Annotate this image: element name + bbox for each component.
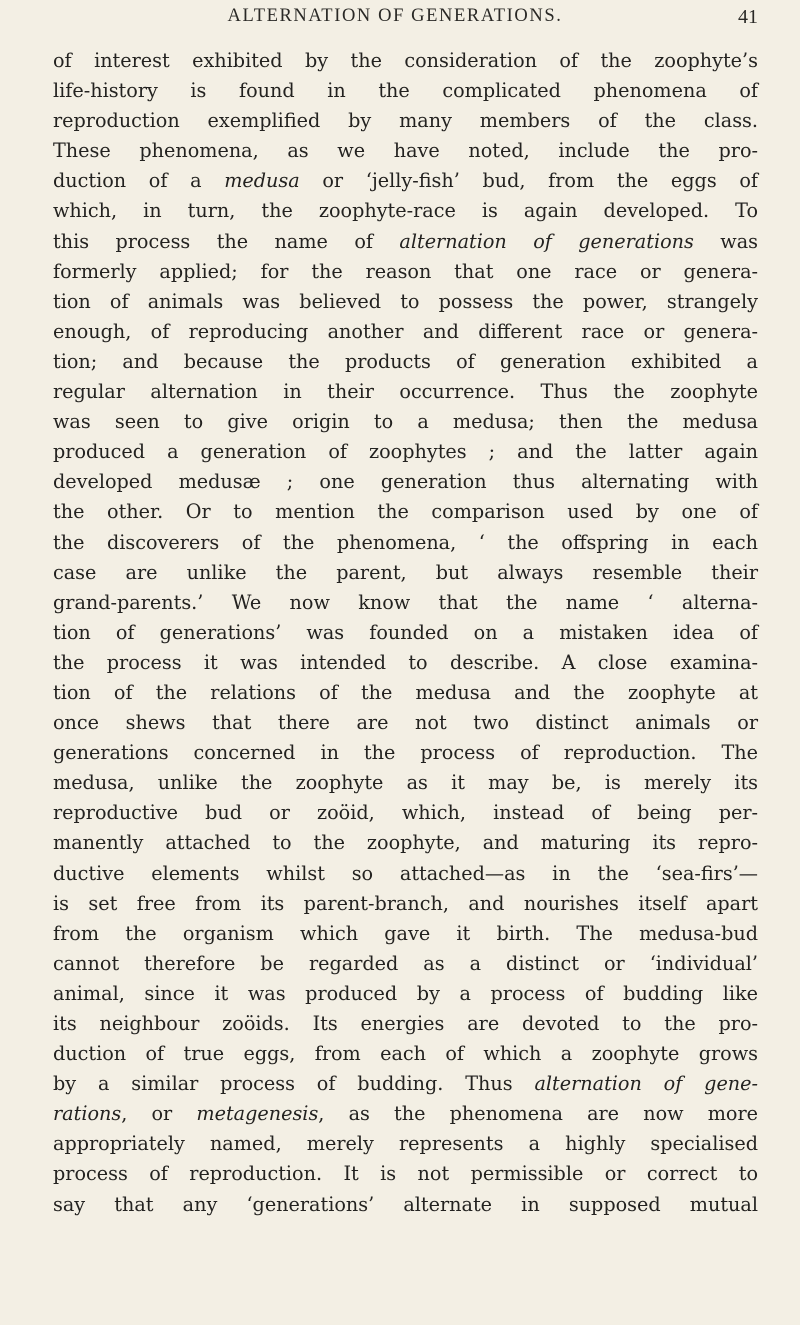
line-text: regular alternation in their occurrence. Thus the zoophyte — [53, 380, 758, 404]
italic-term: rations — [53, 1102, 122, 1126]
text-line — [53, 618, 758, 648]
line-text: medusa, unlike the zoophyte as it may be, is merely its — [53, 771, 758, 795]
italic-term: medusa — [224, 169, 300, 193]
text-line — [53, 979, 758, 1009]
line-text: or ‘jelly-fish’ bud, from the eggs of — [299, 169, 758, 193]
line-text: , or — [121, 1102, 197, 1126]
italic-term: alternation of gene- — [534, 1072, 758, 1096]
line-text: animal, since it was produced by a process of budding like — [53, 981, 758, 1005]
text-line — [53, 467, 758, 497]
text-line — [53, 919, 758, 949]
line-text: duction of a — [53, 169, 225, 193]
line-text: tion of generations’ was founded on a mistaken idea of — [53, 620, 758, 644]
text-line — [53, 1129, 758, 1159]
text-line — [53, 317, 758, 347]
text-line — [53, 227, 758, 257]
body-text — [53, 46, 758, 1220]
line-text: the other. Or to mention the comparison used by one of — [53, 500, 758, 524]
line-text: generations concerned in the process of reproduction. The — [53, 741, 758, 765]
text-line — [53, 738, 758, 768]
text-line — [53, 889, 758, 919]
line-text: tion of animals was believed to possess the power, strangely — [53, 289, 758, 313]
text-line — [53, 136, 758, 166]
line-text: of interest exhibited by the consideration of the zoophyte’s — [53, 49, 758, 72]
text-line — [53, 588, 758, 618]
text-line — [53, 46, 758, 76]
line-text: developed medusæ ; one generation thus alternating with — [53, 470, 758, 494]
text-line — [53, 859, 758, 889]
line-text: is set free from its parent-branch, and nourishes itself apart — [53, 891, 758, 915]
text-line — [53, 949, 758, 979]
text-line — [53, 166, 758, 196]
line-text: reproduction exemplified by many members of the class. — [53, 109, 758, 133]
line-text: once shews that there are not two distinct animals or — [53, 711, 758, 735]
line-text: was — [693, 229, 758, 253]
line-text: cannot therefore be regarded as a distinct or ‘individual’ — [53, 951, 758, 975]
text-line — [53, 497, 758, 527]
line-text: ductive elements whilst so attached—as in the ‘sea-firs’— — [53, 861, 758, 885]
line-text: the process it was intended to describe. A close examina- — [53, 650, 758, 674]
text-line — [53, 1039, 758, 1069]
text-line — [53, 106, 758, 136]
text-line — [53, 528, 758, 558]
line-text: duction of true eggs, from each of which a zoophyte grows — [53, 1042, 758, 1066]
italic-term: metagenesis — [196, 1102, 319, 1126]
line-text: which, in turn, the zoophyte-race is again developed. To — [53, 199, 758, 223]
text-line — [53, 257, 758, 287]
page-number: 41 — [738, 6, 758, 28]
line-text: from the organism which gave it birth. The medusa-bud — [53, 921, 758, 945]
text-line — [53, 558, 758, 588]
text-line — [53, 1009, 758, 1039]
line-text: case are unlike the parent, but always resemble their — [53, 560, 758, 584]
line-text: tion of the relations of the medusa and the zoophyte at — [53, 680, 758, 704]
line-text: , as the phenomena are now more — [318, 1102, 758, 1126]
text-line — [53, 437, 758, 467]
line-text: reproductive bud or zoöid, which, instead of being per- — [53, 801, 758, 825]
text-line — [53, 1099, 758, 1129]
line-text: tion; and because the products of generation exhibited a — [53, 349, 758, 373]
text-line — [53, 678, 758, 708]
text-line — [53, 407, 758, 437]
line-text: grand-parents.’ We now know that the name ‘ alterna- — [53, 590, 758, 614]
running-head: ALTERNATION OF GENERATIONS. — [227, 6, 563, 26]
text-line — [53, 768, 758, 798]
line-text: formerly applied; for the reason that one race or genera- — [53, 259, 758, 283]
text-line — [53, 1069, 758, 1099]
text-line — [53, 828, 758, 858]
line-text: manently attached to the zoophyte, and maturing its repro- — [53, 831, 758, 855]
italic-term: alternation of generations — [399, 229, 694, 253]
line-text: the discoverers of the phenomena, ‘ the offspring in each — [53, 530, 758, 554]
text-line — [53, 798, 758, 828]
line-text: process of reproduction. It is not permissible or correct to — [53, 1162, 758, 1186]
text-line — [53, 1190, 758, 1220]
text-line — [53, 1159, 758, 1189]
line-text: its neighbour zoöids. Its energies are devoted to the pro- — [53, 1012, 758, 1035]
line-text: produced a generation of zoophytes ; and the latter again — [53, 440, 758, 464]
line-text: say that any ‘generations’ alternate in supposed mutual — [53, 1192, 758, 1216]
text-line — [53, 196, 758, 226]
text-line — [53, 648, 758, 678]
line-text: was seen to give origin to a medusa; then the medusa — [53, 410, 758, 434]
line-text: this process the name of — [53, 229, 400, 253]
line-text: by a similar process of budding. Thus — [53, 1072, 535, 1096]
line-text: These phenomena, as we have noted, include the pro- — [53, 139, 758, 163]
text-line — [53, 76, 758, 106]
line-text: appropriately named, merely represents a highly specialised — [53, 1132, 758, 1156]
text-line — [53, 347, 758, 377]
line-text: life-history is found in the complicated phenomena of — [53, 79, 758, 103]
text-line — [53, 377, 758, 407]
text-line — [53, 287, 758, 317]
page-header — [0, 6, 800, 40]
text-line — [53, 708, 758, 738]
line-text: enough, of reproducing another and different race or genera- — [53, 319, 758, 343]
